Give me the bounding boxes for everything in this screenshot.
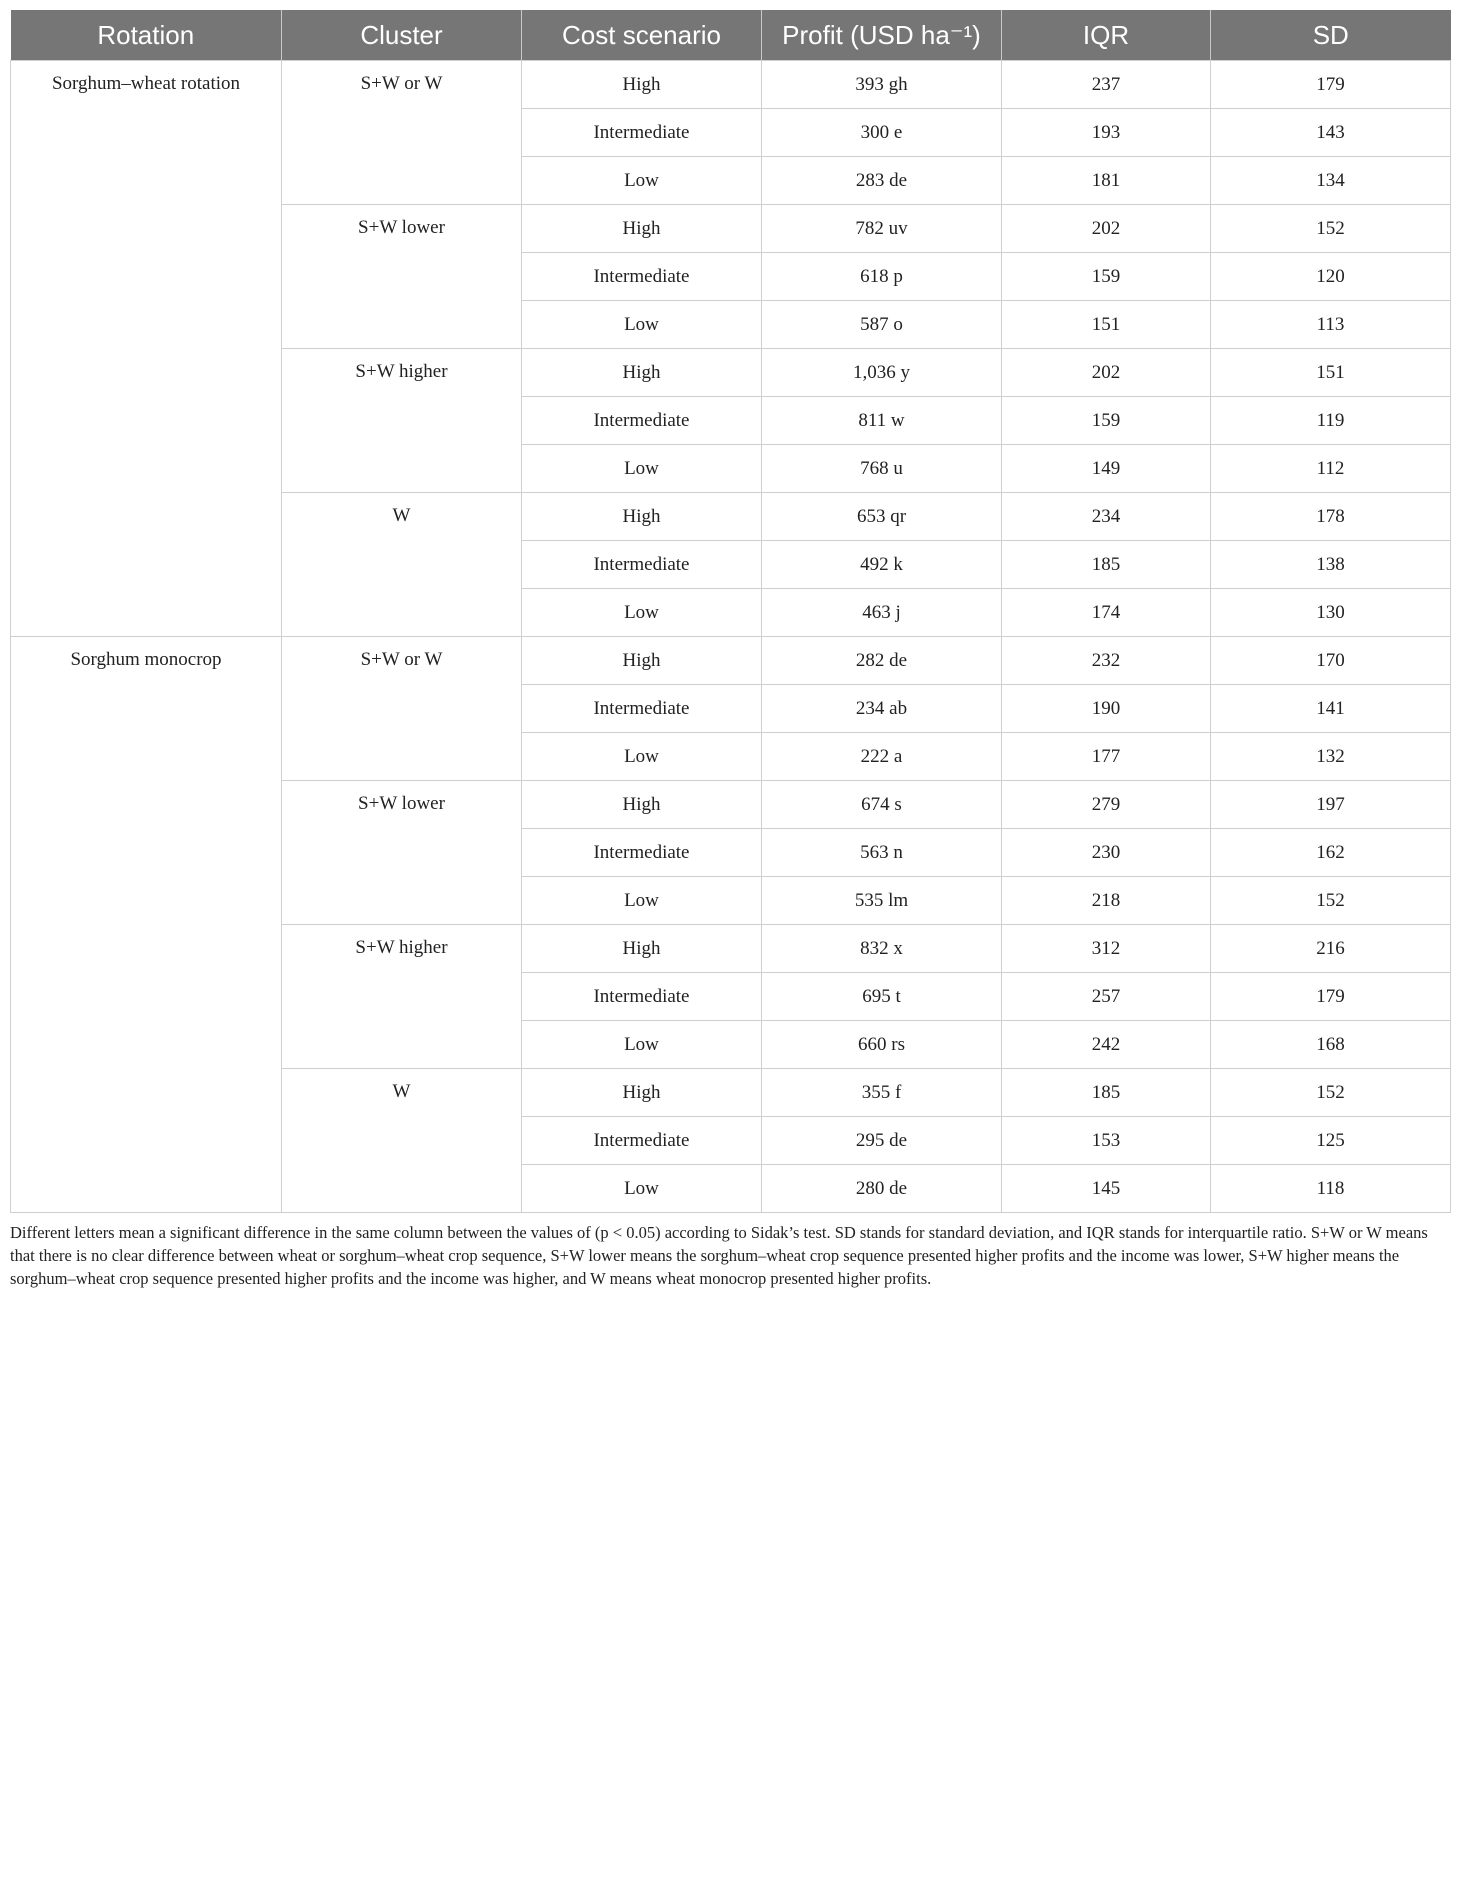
header-cost-scenario: Cost scenario	[522, 10, 762, 61]
profit-cell: 1,036 y	[762, 349, 1002, 397]
sd-cell: 216	[1211, 925, 1451, 973]
iqr-cell: 181	[1002, 157, 1211, 205]
iqr-cell: 202	[1002, 349, 1211, 397]
sd-cell: 179	[1211, 61, 1451, 109]
iqr-cell: 174	[1002, 589, 1211, 637]
rotation-cell: Sorghum–wheat rotation	[11, 61, 282, 637]
iqr-cell: 257	[1002, 973, 1211, 1021]
scenario-cell: Intermediate	[522, 397, 762, 445]
sd-cell: 152	[1211, 205, 1451, 253]
cluster-cell: W	[282, 493, 522, 637]
header-sd: SD	[1211, 10, 1451, 61]
profit-cell: 355 f	[762, 1069, 1002, 1117]
sd-cell: 143	[1211, 109, 1451, 157]
scenario-cell: Intermediate	[522, 973, 762, 1021]
profit-cell: 295 de	[762, 1117, 1002, 1165]
iqr-cell: 230	[1002, 829, 1211, 877]
table-row	[11, 637, 1451, 685]
sd-cell: 170	[1211, 637, 1451, 685]
iqr-cell: 159	[1002, 397, 1211, 445]
iqr-cell: 145	[1002, 1165, 1211, 1213]
iqr-cell: 149	[1002, 445, 1211, 493]
profit-cell: 587 o	[762, 301, 1002, 349]
scenario-cell: Intermediate	[522, 109, 762, 157]
profit-cell: 280 de	[762, 1165, 1002, 1213]
header-iqr: IQR	[1002, 10, 1211, 61]
sd-cell: 134	[1211, 157, 1451, 205]
sd-cell: 119	[1211, 397, 1451, 445]
profit-cell: 283 de	[762, 157, 1002, 205]
iqr-cell: 279	[1002, 781, 1211, 829]
scenario-cell: High	[522, 1069, 762, 1117]
scenario-cell: High	[522, 493, 762, 541]
iqr-cell: 218	[1002, 877, 1211, 925]
sd-cell: 168	[1211, 1021, 1451, 1069]
scenario-cell: Low	[522, 1165, 762, 1213]
scenario-cell: High	[522, 61, 762, 109]
iqr-cell: 193	[1002, 109, 1211, 157]
sd-cell: 162	[1211, 829, 1451, 877]
page	[10, 10, 1450, 1307]
profit-cell: 695 t	[762, 973, 1002, 1021]
scenario-cell: Low	[522, 1021, 762, 1069]
iqr-cell: 190	[1002, 685, 1211, 733]
sd-cell: 132	[1211, 733, 1451, 781]
profit-cell: 222 a	[762, 733, 1002, 781]
scenario-cell: High	[522, 781, 762, 829]
sd-cell: 151	[1211, 349, 1451, 397]
iqr-cell: 312	[1002, 925, 1211, 973]
scenario-cell: High	[522, 205, 762, 253]
sd-cell: 125	[1211, 1117, 1451, 1165]
scenario-cell: Low	[522, 445, 762, 493]
sd-cell: 152	[1211, 877, 1451, 925]
scenario-cell: Low	[522, 877, 762, 925]
sd-cell: 141	[1211, 685, 1451, 733]
sd-cell: 179	[1211, 973, 1451, 1021]
profit-cell: 782 uv	[762, 205, 1002, 253]
profit-cell: 492 k	[762, 541, 1002, 589]
profit-cell: 563 n	[762, 829, 1002, 877]
header-cluster: Cluster	[282, 10, 522, 61]
scenario-cell: Intermediate	[522, 685, 762, 733]
rotation-cell: Sorghum monocrop	[11, 637, 282, 1213]
scenario-cell: Intermediate	[522, 253, 762, 301]
scenario-cell: Intermediate	[522, 1117, 762, 1165]
profit-cell: 768 u	[762, 445, 1002, 493]
iqr-cell: 202	[1002, 205, 1211, 253]
cluster-cell: S+W lower	[282, 781, 522, 925]
iqr-cell: 177	[1002, 733, 1211, 781]
scenario-cell: Low	[522, 733, 762, 781]
iqr-cell: 159	[1002, 253, 1211, 301]
profit-cell: 832 x	[762, 925, 1002, 973]
sd-cell: 120	[1211, 253, 1451, 301]
iqr-cell: 232	[1002, 637, 1211, 685]
cluster-cell: S+W or W	[282, 637, 522, 781]
sd-cell: 178	[1211, 493, 1451, 541]
profit-cell: 660 rs	[762, 1021, 1002, 1069]
iqr-cell: 234	[1002, 493, 1211, 541]
iqr-cell: 185	[1002, 541, 1211, 589]
profit-cell: 282 de	[762, 637, 1002, 685]
sd-cell: 197	[1211, 781, 1451, 829]
cluster-cell: W	[282, 1069, 522, 1213]
profit-cell: 674 s	[762, 781, 1002, 829]
scenario-cell: High	[522, 925, 762, 973]
profit-cell: 535 lm	[762, 877, 1002, 925]
sd-cell: 130	[1211, 589, 1451, 637]
cluster-cell: S+W higher	[282, 925, 522, 1069]
scenario-cell: High	[522, 349, 762, 397]
profit-cell: 653 qr	[762, 493, 1002, 541]
iqr-cell: 151	[1002, 301, 1211, 349]
sd-cell: 138	[1211, 541, 1451, 589]
results-table	[10, 10, 1451, 1213]
profit-cell: 393 gh	[762, 61, 1002, 109]
iqr-cell: 153	[1002, 1117, 1211, 1165]
table-header-row	[11, 10, 1451, 61]
scenario-cell: Low	[522, 589, 762, 637]
iqr-cell: 237	[1002, 61, 1211, 109]
header-profit: Profit (USD ha⁻¹)	[762, 10, 1002, 61]
cluster-cell: S+W lower	[282, 205, 522, 349]
sd-cell: 113	[1211, 301, 1451, 349]
iqr-cell: 185	[1002, 1069, 1211, 1117]
scenario-cell: High	[522, 637, 762, 685]
scenario-cell: Low	[522, 157, 762, 205]
scenario-cell: Low	[522, 301, 762, 349]
scenario-cell: Intermediate	[522, 829, 762, 877]
table-row	[11, 61, 1451, 109]
cluster-cell: S+W higher	[282, 349, 522, 493]
cluster-cell: S+W or W	[282, 61, 522, 205]
profit-cell: 811 w	[762, 397, 1002, 445]
profit-cell: 300 e	[762, 109, 1002, 157]
profit-cell: 234 ab	[762, 685, 1002, 733]
profit-cell: 618 p	[762, 253, 1002, 301]
profit-cell: 463 j	[762, 589, 1002, 637]
sd-cell: 118	[1211, 1165, 1451, 1213]
sd-cell: 152	[1211, 1069, 1451, 1117]
table-footnote: Different letters mean a significant difference in the same column between the values of (p < 0.05) according to Sidak’s test. SD stands for standard deviation, and IQR stands for interquartile ratio. S+W or W means that there is no clear difference between wheat or sorghum–wheat crop sequence, S+W lower means the sorghum–wheat crop sequence presented higher profits and the income was lower, S+W higher means the sorghum–wheat crop sequence presented higher profits and the income was higher, and W means wheat monocrop presented higher profits.	[10, 1223, 1428, 1288]
sd-cell: 112	[1211, 445, 1451, 493]
scenario-cell: Intermediate	[522, 541, 762, 589]
header-rotation: Rotation	[11, 10, 282, 61]
iqr-cell: 242	[1002, 1021, 1211, 1069]
